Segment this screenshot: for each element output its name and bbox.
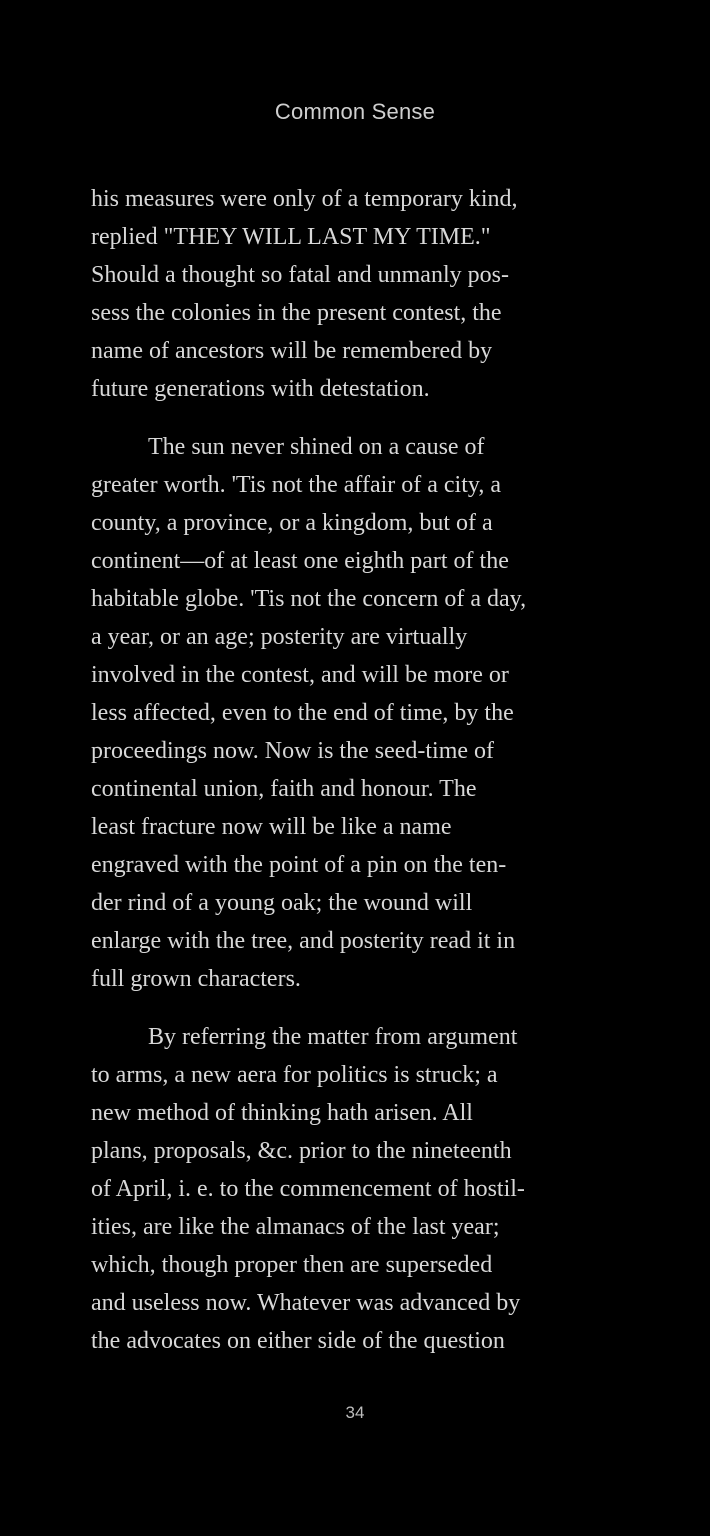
text-line: habitable globe. 'Tis not the concern of a day, [91,586,527,612]
text-line: the advocates on either side of the question [91,1328,505,1354]
text-line: name of ancestors will be remembered by [91,338,493,364]
text-line: full grown characters. [91,966,301,992]
text-line: of April, i. e. to the commencement of hostil- [91,1176,525,1202]
text-line: and useless now. Whatever was advanced by [91,1290,521,1316]
text-line: his measures were only of a temporary kind, [91,186,518,212]
text-line: future generations with detestation. [91,376,430,402]
text-line: new method of thinking hath arisen. All [91,1100,473,1126]
text-line: a year, or an age; posterity are virtually [91,624,468,650]
page-text [91,180,651,1380]
text-line: sess the colonies in the present contest, the [91,300,502,326]
page-number: 34 [345,1403,365,1422]
text-line: engraved with the point of a pin on the ten- [91,852,507,878]
text-line: ities, are like the almanacs of the last year; [91,1214,500,1240]
text-line: By referring the matter from argument [148,1024,518,1050]
text-line: less affected, even to the end of time, by the [91,700,514,726]
text-line: The sun never shined on a cause of [148,434,485,460]
text-line: least fracture now will be like a name [91,814,452,840]
text-line: plans, proposals, &c. prior to the nineteenth [91,1138,512,1164]
text-line: continental union, faith and honour. The [91,776,477,802]
text-line: enlarge with the tree, and posterity read it in [91,928,516,954]
text-line: continent—of at least one eighth part of the [91,548,509,574]
text-line: which, though proper then are superseded [91,1252,493,1278]
text-line: der rind of a young oak; the wound will [91,890,473,916]
paragraph [91,180,651,408]
book-title: Common Sense [274,99,436,124]
text-line: replied "THEY WILL LAST MY TIME." [91,224,491,250]
paragraph [91,428,651,998]
text-line: Should a thought so fatal and unmanly pos- [91,262,509,288]
text-line: county, a province, or a kingdom, but of a [91,510,493,536]
text-line: proceedings now. Now is the seed-time of [91,738,495,764]
text-line: greater worth. 'Tis not the affair of a city, a [91,472,501,498]
paragraph [91,1018,651,1360]
text-line: involved in the contest, and will be more or [91,662,509,688]
text-line: to arms, a new aera for politics is struck; a [91,1062,498,1088]
